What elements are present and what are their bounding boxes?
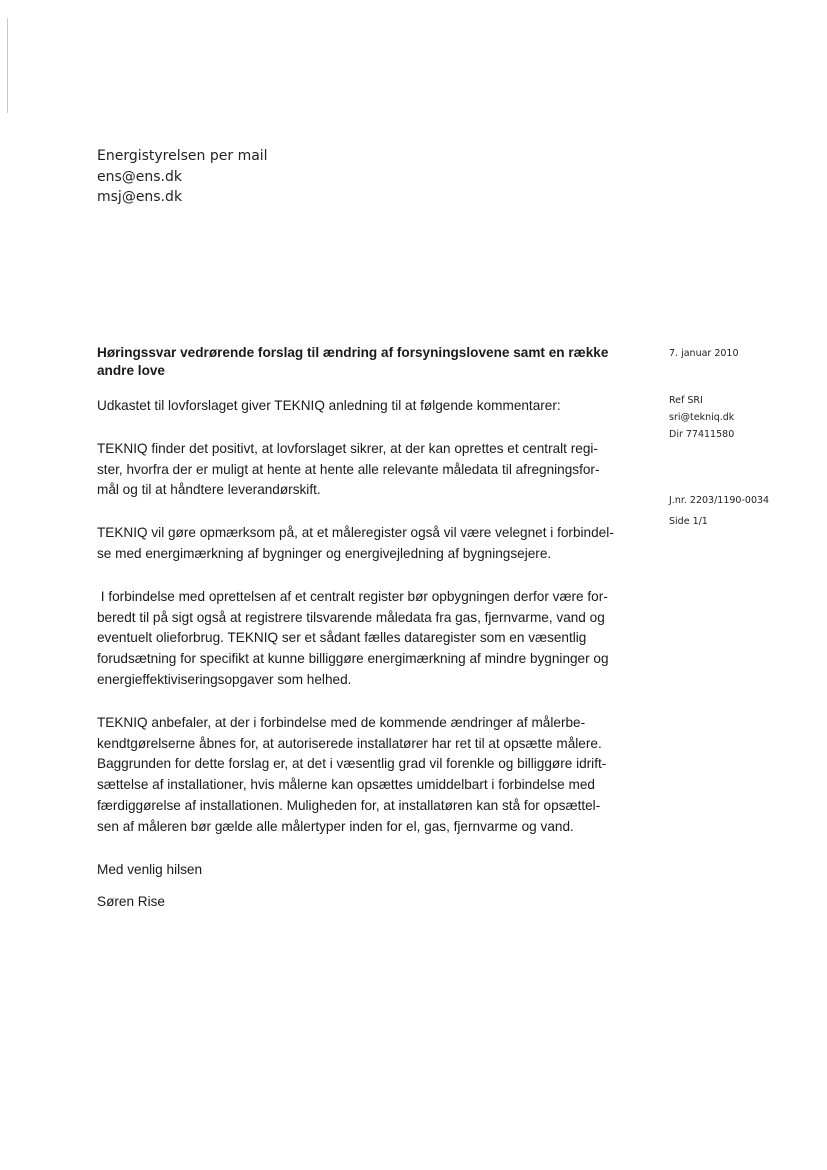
recipient-name: Energistyrelsen per mail xyxy=(97,148,268,164)
paragraph-energy-labelling xyxy=(97,523,629,565)
paragraph-line: energieffektiviseringsopgaver som helhed. xyxy=(97,671,352,687)
reference-email: sri@tekniq.dk xyxy=(669,412,735,423)
recipient-email-1: ens@ens.dk xyxy=(97,168,183,185)
letter-body xyxy=(97,344,637,925)
paragraph-line: TEKNIQ vil gøre opmærksom på, at et måleregister også vil være velegnet i forbindel- xyxy=(97,525,614,541)
letter-date: 7. januar 2010 xyxy=(669,348,739,359)
recipient-block xyxy=(97,146,268,208)
paragraph-line: mål og til at håndtere leverandørskift. xyxy=(97,482,321,498)
paragraph-line: kendtgørelserne åbnes for, at autoriserede installatører har ret til at opsætte målere. xyxy=(97,735,602,751)
paragraph-line: forudsætning for specifikt at kunne billiggøre energimærkning af mindre bygninger og xyxy=(97,651,609,667)
reference-direct-phone: Dir 77411580 xyxy=(669,429,735,440)
paragraph-shared-register xyxy=(97,587,629,691)
paragraph-recommendation xyxy=(97,713,629,838)
recipient-email-2: msj@ens.dk xyxy=(97,189,183,205)
reference-block xyxy=(669,392,734,443)
signature-name: Søren Rise xyxy=(97,894,165,910)
paragraph-line: sættelse af installationer, hvis målerne kan opsættes umiddelbart i forbindelse med xyxy=(97,777,595,793)
journal-block xyxy=(669,492,769,530)
margin-line xyxy=(7,18,8,113)
paragraph-line: eventuelt olieforbrug. TEKNIQ ser et sådant fælles dataregister som en væsentlig xyxy=(97,630,587,646)
closing-greeting: Med venlig hilsen xyxy=(97,861,203,877)
paragraph-line: sen af måleren bør gælde alle målertyper inden for el, gas, fjernvarme og vand. xyxy=(97,818,574,834)
paragraph-line: færdiggørelse af installationen. Muligheden for, at installatøren kan stå for opsættel- xyxy=(97,797,601,813)
reference-initials: Ref SRI xyxy=(669,395,703,406)
paragraph-line: ster, hvorfra der er muligt at hente at hente alle relevante måledata til afregningsfor- xyxy=(97,461,600,477)
paragraph-line: beredt til på sigt også at registrere tilsvarende måledata fra gas, fjernvarme, vand og xyxy=(97,609,605,625)
paragraph-line: Baggrunden for dette forslag er, at det i væsentlig grad vil forenkle og billiggøre idrift- xyxy=(97,756,607,772)
paragraph-line: se med energimærkning af bygninger og energivejledning af bygningsejere. xyxy=(97,545,552,561)
paragraph-line: I forbindelse med oprettelsen af et centralt register bør opbygningen derfor være for- xyxy=(97,588,608,604)
paragraph-central-register xyxy=(97,439,629,501)
journal-number: J.nr. 2203/1190-0034 xyxy=(669,495,770,506)
page-number: Side 1/1 xyxy=(669,516,708,527)
paragraph-line: TEKNIQ finder det positivt, at lovforslaget sikrer, at der kan oprettes et centralt regi- xyxy=(97,440,598,456)
subject-heading: Høringssvar vedrørende forslag til ændring af forsyningslovene samt en række andre love xyxy=(97,345,609,378)
paragraph-intro xyxy=(97,396,629,417)
paragraph-line: TEKNIQ anbefaler, at der i forbindelse med de kommende ændringer af målerbe- xyxy=(97,714,586,730)
paragraph-line: Udkastet til lovforslaget giver TEKNIQ anledning til at følgende kommentarer: xyxy=(97,398,561,413)
